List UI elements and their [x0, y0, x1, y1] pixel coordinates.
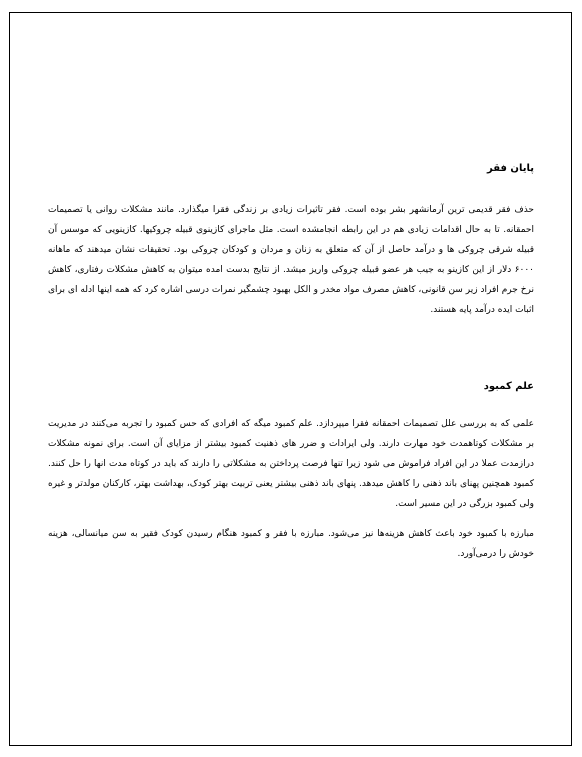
section-heading: علم کمبود: [483, 381, 534, 392]
section-end-of-poverty: [48, 162, 534, 320]
paragraph: علمی که به بررسی علل تصمیمات احمقانه فقرا میپردازد. علم کمبود میگه که افرادی که حس کمبود را تجربه می‌کنند در مدیریت بر مشکلات کوتاهمدت خود مهارت دارند. ولی ایرادات و ضرر های ذهنیت کمبود بیشتر از مزایای آن است. برای نمونه مشکلات درازمدت عملا در این افراد فراموش می شود زیرا تنها فرصت پرداختن به مشکلاتی را دارند که باید در کوتاه مدت انها را حل کنند. کمبود همچنین پهنای باند ذهنی را کاهش میدهد. پنهای باند ذهنی بیشتر یعنی تربیت بهتر کودک، بهداشت بهتر، کارکنان مولدتر و غیره ولی کمبود بزرگی در این مسیر است.: [48, 419, 534, 509]
document-body: [48, 162, 534, 574]
paragraph: مبارزه با کمبود خود باعث کاهش هزینه‌ها نیز می‌شود. مبارزه با فقر و کمبود هنگام رسیدن کودک فقیر به سن میانسالی، هزینه خودش را درمی‌آورد.: [48, 529, 534, 559]
section-scarcity-science: [48, 380, 534, 564]
section-heading: پایان فقر: [486, 163, 534, 174]
paragraph: حذف فقر قدیمی ترین آرمانشهر بشر بوده است. فقر تاثیرات زیادی بر زندگی فقرا میگذارد. مانند مشکلات روانی یا تصمیمات احمقانه. تا به حال اقدامات زیادی هم در این رابطه انجامشده است. مثل ماجرای کازینوی قبیله چروکیها. کازینویی که موسس آن قبیله شرقی چروکی ها و درآمد حاصل از آن که متعلق به زنان و مردان و کودکان چروکی بود. تحقیقات نشان میدهند که ماهانه ۶۰۰۰ دلار از این کازینو به جیب هر عضو قبیله چروکی واریز میشد. از نتایج بدست امده میتوان به کاهش مشکلات رفتاری، کاهش نرخ جرم افراد زیر سن قانونی، کاهش مصرف مواد مخدر و الکل بهبود چشمگیر نمرات درسی اشاره کرد که همه اینها ادله ای برای اثبات ایده درآمد پایه هستند.: [48, 205, 534, 315]
